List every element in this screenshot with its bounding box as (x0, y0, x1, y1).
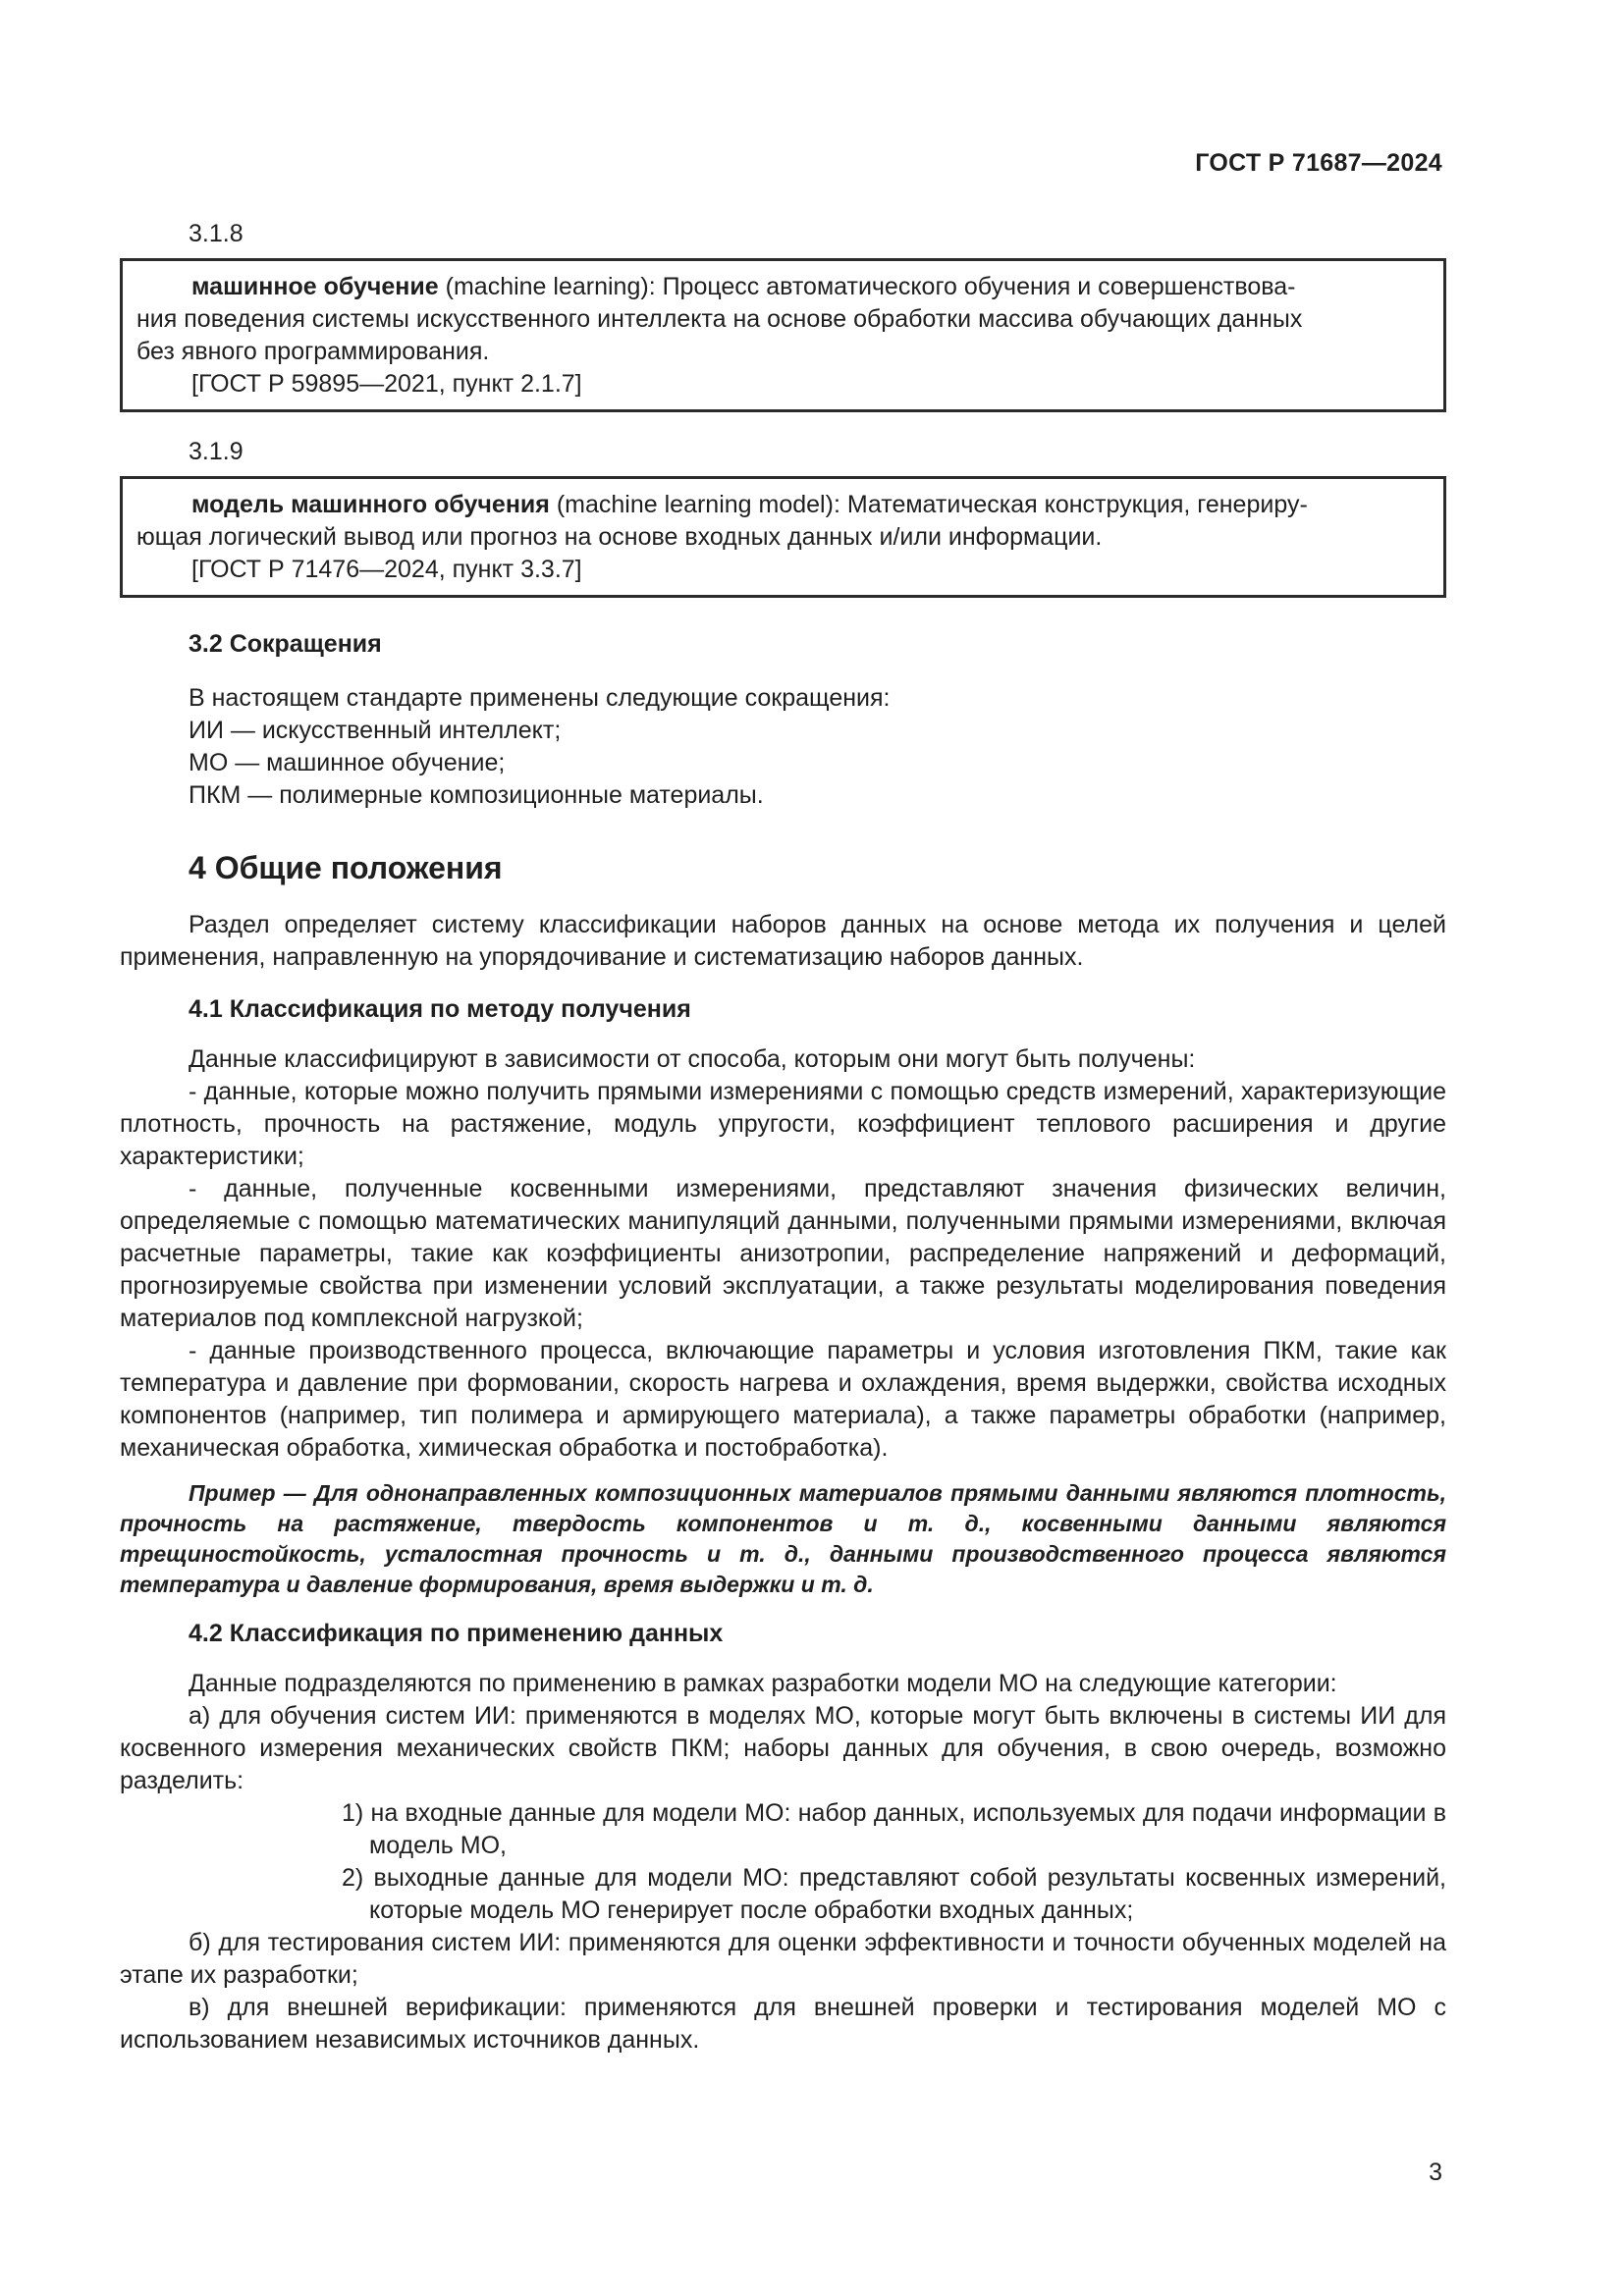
sub-list-item: 2) выходные данные для модели МО: представляют собой результаты косвенных измерений, которые модель МО генерирует после обработки входных данных; (342, 1864, 1446, 1924)
term-reference: [ГОСТ Р 59895—2021, пункт 2.1.7] (191, 370, 582, 398)
term-english: (machine learning) (445, 273, 649, 300)
list-item: - данные производственного процесса, включающие параметры и условия изготовления ПКМ, такие как температура и давление при формовании, скорость нагрева и охлаждения, время выдержки, свойства исходных компонентов (например, тип полимера и армирующего материала), а также параметры обработки (например, механическая обработка, химическая обработка и постобработка). (120, 1337, 1446, 1462)
abbreviation-item: МО — машинное обучение; (189, 749, 506, 776)
list-item: - данные, которые можно получить прямыми измерениями с помощью средств измерений, характеризующие плотность, прочность на растяжение, модуль упругости, коэффициент теплового расширения и другие характеристики; (120, 1078, 1446, 1170)
abbreviation-item: ИИ — искусственный интеллект; (189, 717, 562, 744)
definition-line: : Процесс автоматического обучения и совершенствова- (648, 273, 1296, 300)
section-heading: 4 Общие положения (189, 850, 503, 885)
term-definition-box (120, 476, 1446, 598)
subsection-heading-4-2: 4.2 Классификация по применению данных (189, 1620, 724, 1647)
subsection-intro: Данные подразделяются по применению в рамках разработки модели МО на следующие категории: (189, 1670, 1337, 1697)
sub-list-item: 1) на входные данные для модели МО: набор данных, используемых для подачи информации в модель МО, (342, 1799, 1446, 1859)
term-definition-box (120, 258, 1446, 412)
term-english: (machine learning model) (556, 491, 834, 518)
section-intro: В настоящем стандарте применены следующие сокращения: (189, 684, 891, 712)
document-header: ГОСТ Р 71687—2024 (1195, 149, 1442, 177)
subsection-intro: Данные классифицируют в зависимости от способа, которым они могут быть получены: (189, 1045, 1196, 1073)
term-3-1-9 (120, 436, 1446, 598)
example-note: Пример — Для однонаправленных композиционных материалов прямыми данными являются плотность, прочность на растяжение, твердость компонентов и т. д., косвенными данными являются трещиностойкость, усталостная прочность и т. д., данными производственного процесса являются температура и давление формирования, время выдержки и т. д. (120, 1480, 1446, 1597)
term-reference: [ГОСТ Р 71476—2024, пункт 3.3.7] (191, 556, 582, 583)
list-item-c: в) для внешней верификации: применяются для внешней проверки и тестирования моделей МО с использованием независимых источников данных. (120, 1994, 1446, 2054)
term-number: 3.1.9 (189, 438, 244, 465)
definition-line: без явного программирования. (136, 338, 490, 365)
list-item: - данные, полученные косвенными измерениями, представляют значения физических величин, определяемые с помощью математических манипуляций данными, полученными прямыми измерениями, включая расчетные параметры, такие как коэффициенты анизотропии, распределение напряжений и деформаций, прогнозируемые свойства при изменении условий эксплуатации, а также результаты моделирования поведения материалов под комплексной нагрузкой; (120, 1175, 1446, 1332)
list-item-a: а) для обучения систем ИИ: применяются в моделях МО, которые могут быть включены в системы ИИ для косвенного измерения механических свойств ПКМ; наборы данных для обучения, в свою очередь, возможно разделить: (120, 1702, 1446, 1794)
definition-line: ющая логический вывод или прогноз на основе входных данных и/или информации. (136, 523, 1103, 551)
term-definition (136, 271, 1430, 368)
section-3-2 (120, 628, 1446, 812)
definition-line: : Математическая конструкция, генериру- (833, 491, 1308, 518)
section-4 (120, 848, 1446, 2056)
term-name: машинное обучение (191, 273, 439, 300)
section-heading: 3.2 Сокращения (189, 630, 382, 658)
section-intro: Раздел определяет систему классификации наборов данных на основе метода их получения и целей применения, направленную на упорядочивание и систематизацию наборов данных. (120, 911, 1446, 971)
list-item-b: б) для тестирования систем ИИ: применяются для оценки эффективности и точности обученных моделей на этапе их разработки; (120, 1929, 1446, 1989)
term-name: модель машинного обучения (191, 491, 550, 518)
sub-list (120, 1797, 1446, 1927)
term-3-1-8 (120, 218, 1446, 412)
subsection-heading-4-1: 4.1 Классификация по методу получения (189, 995, 691, 1023)
term-number: 3.1.8 (189, 220, 244, 247)
abbreviation-item: ПКМ — полимерные композиционные материалы. (189, 781, 764, 809)
page-number: 3 (1429, 2159, 1442, 2186)
definition-line: ния поведения системы искусственного интеллекта на основе обработки массива обучающих данных (136, 305, 1303, 333)
term-definition (136, 489, 1430, 554)
